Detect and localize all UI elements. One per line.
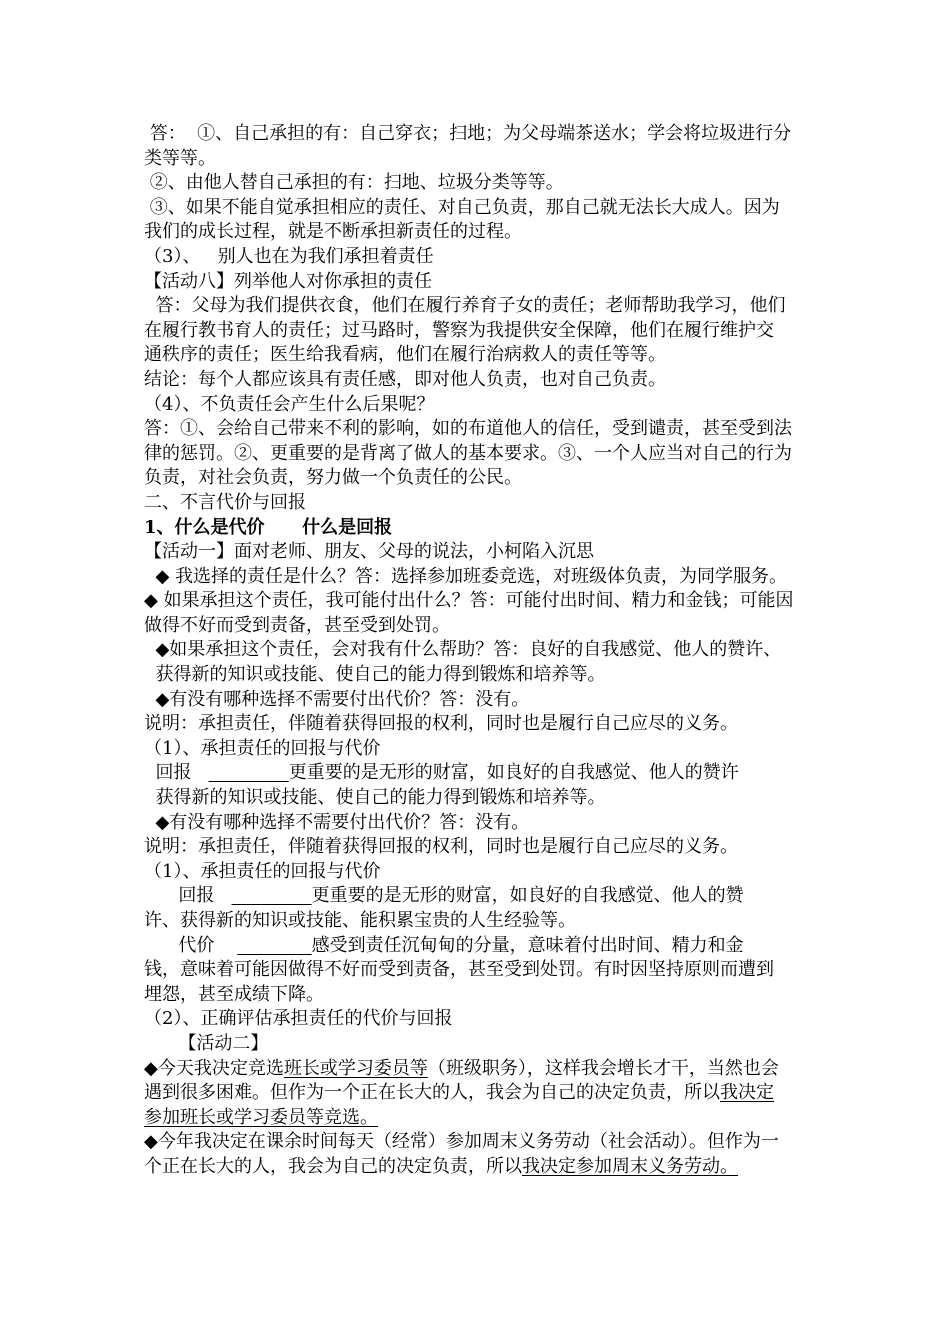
underlined-text	[237, 935, 311, 956]
underlined-text	[232, 885, 312, 906]
text-line	[144, 1155, 814, 1180]
text-run: 埋怨，甚至成绩下降。	[144, 983, 324, 1005]
text-run: 个正在长大的人，我会为自己的决定负责，所以	[144, 1155, 522, 1177]
text-run: 代价	[144, 934, 238, 956]
text-run: ◆今年我决定在课余时间每天（经常）参加周末义务劳动（社会活动）。但作为一	[144, 1131, 779, 1153]
underlined-text: 班长或学习委员等	[283, 1057, 428, 1079]
text-line	[144, 319, 814, 344]
text-run: 结论：每个人都应该具有责任感，即对他人负责，也对自己负责。	[144, 368, 666, 390]
text-run: 钱，意味着可能因做得不好而受到责备，甚至受到处罚。有时因坚持原则而遭到	[144, 959, 774, 981]
text-line	[144, 983, 814, 1008]
text-run: （2）、正确评估承担责任的代价与回报	[144, 1008, 453, 1030]
text-run: 答：父母为我们提供衣食，他们在履行养育子女的责任；老师帮助我学习，他们	[144, 295, 786, 317]
text-run: 【活动八】列举他人对你承担的责任	[144, 270, 432, 292]
text-run: 遇到很多困难。但作为一个正在长大的人，我会为自己的决定负责，所以	[144, 1082, 720, 1104]
text-line	[144, 171, 814, 196]
text-line	[144, 761, 814, 786]
text-line	[144, 638, 814, 663]
text-run: 类等等。	[144, 147, 216, 169]
text-run: 负责，对社会负责，努力做一个负责任的公民。	[144, 467, 522, 489]
text-line	[144, 393, 814, 418]
text-run: ②、由他人替自己承担的有：扫地、垃圾分类等等。	[144, 172, 564, 194]
text-run: 1、什么是代价 什么是回报	[144, 516, 393, 538]
text-run: 在履行教书育人的责任；过马路时，警察为我提供安全保障，他们在履行维护交	[144, 319, 774, 341]
text-line	[144, 737, 814, 762]
text-line	[144, 884, 814, 909]
text-run: （3）、 别人也在为我们承担着责任	[144, 245, 434, 267]
text-run: 我们的成长过程，就是不断承担新责任的过程。	[144, 221, 522, 243]
text-line	[144, 712, 814, 737]
text-line	[144, 565, 814, 590]
text-line	[144, 122, 814, 147]
text-run: 通秩序的责任；医生给我看病，他们在履行治病救人的责任等等。	[144, 344, 666, 366]
text-run: 更重要的是无形的财富，如良好的自我感觉、他人的赞许	[288, 762, 739, 784]
text-run: 说明：承担责任，伴随着获得回报的权利，同时也是履行自己应尽的义务。	[144, 836, 738, 858]
text-run: （4）、不负责任会产生什么后果呢？	[144, 393, 435, 415]
text-run: ◆如果承担这个责任，会对我有什么帮助？答：良好的自我感觉、他人的赞许、	[144, 639, 782, 661]
text-run: ③、如果不能自觉承担相应的责任、对自己负责，那自己就无法长大成人。因为	[144, 196, 780, 218]
text-line	[144, 786, 814, 811]
text-run: 答： ①、自己承担的有：自己穿衣；扫地；为父母端茶送水；学会将垃圾进行分	[144, 123, 792, 144]
text-line	[144, 147, 814, 172]
text-line	[144, 811, 814, 836]
text-line	[144, 343, 814, 368]
text-run: 回报	[144, 885, 232, 907]
text-run: 二、不言代价与回报	[144, 491, 306, 513]
text-line	[144, 442, 814, 467]
text-line	[144, 958, 814, 983]
text-run: 【活动一】面对老师、朋友、父母的说法，小柯陷入沉思	[144, 541, 594, 563]
text-line	[144, 1057, 814, 1082]
text-line	[144, 1081, 814, 1106]
text-run: 答：①、会给自己带来不利的影响，如的布道他人的信任，受到谴责，甚至受到法	[144, 418, 792, 440]
text-run: 回报	[144, 762, 209, 784]
text-run: 获得新的知识或技能、使自己的能力得到锻炼和培养等。	[144, 787, 606, 809]
underlined-text: 我决定参加周末义务劳动。	[522, 1155, 738, 1177]
underlined-text: 参加班长或学习委员等竞选。	[144, 1106, 378, 1128]
text-run: ◆ 我选择的责任是什么？答：选择参加班委竞选，对班级体负责，为同学服务。	[144, 565, 788, 587]
text-line	[144, 663, 814, 688]
text-run: （1）、承担责任的回报与代价	[144, 737, 381, 759]
text-run: ◆有没有哪种选择不需要付出代价？答：没有。	[144, 688, 530, 710]
text-line	[144, 516, 814, 541]
text-line	[144, 688, 814, 713]
text-line	[144, 466, 814, 491]
text-line	[144, 245, 814, 270]
text-run: 说明：承担责任，伴随着获得回报的权利，同时也是履行自己应尽的义务。	[144, 713, 738, 735]
text-line	[144, 491, 814, 516]
underlined-text	[209, 762, 289, 783]
text-line	[144, 835, 814, 860]
text-line	[144, 368, 814, 393]
text-run: 【活动二】	[144, 1032, 269, 1054]
text-line	[144, 294, 814, 319]
text-run: （班级职务），这样我会增长才干，当然也会	[427, 1057, 779, 1079]
text-line	[144, 196, 814, 221]
document-body	[144, 122, 814, 1180]
text-run: 许、获得新的知识或技能、能积累宝贵的人生经验等。	[144, 910, 576, 931]
text-run: 更重要的是无形的财富，如良好的自我感觉、他人的赞	[311, 885, 744, 907]
text-line	[144, 417, 814, 442]
text-line	[144, 934, 814, 959]
text-run: 做得不好而受到责备，甚至受到处罚。	[144, 614, 450, 636]
text-line	[144, 589, 814, 614]
text-line	[144, 270, 814, 295]
text-line	[144, 1106, 814, 1131]
text-run: 律的惩罚。②、更重要的是背离了做人的基本要求。③、一个人应当对自己的行为	[144, 442, 792, 464]
text-line	[144, 1130, 814, 1155]
text-line	[144, 1007, 814, 1032]
text-run: （1）、承担责任的回报与代价	[144, 860, 381, 882]
text-line	[144, 220, 814, 245]
text-line	[144, 860, 814, 885]
text-line	[144, 1032, 814, 1057]
text-line	[144, 614, 814, 639]
text-run: 感受到责任沉甸甸的分量，意味着付出时间、精力和金	[311, 934, 744, 956]
text-line	[144, 909, 814, 934]
text-run: 获得新的知识或技能、使自己的能力得到锻炼和培养等。	[144, 664, 606, 686]
text-run: ◆ 如果承担这个责任，我可能付出什么？答：可能付出时间、精力和金钱；可能因	[144, 590, 794, 612]
text-line	[144, 540, 814, 565]
underlined-text: 我决定	[720, 1082, 774, 1104]
text-run: ◆今天我决定竞选	[144, 1057, 284, 1079]
text-run: ◆有没有哪种选择不需要付出代价？答：没有。	[144, 811, 530, 833]
